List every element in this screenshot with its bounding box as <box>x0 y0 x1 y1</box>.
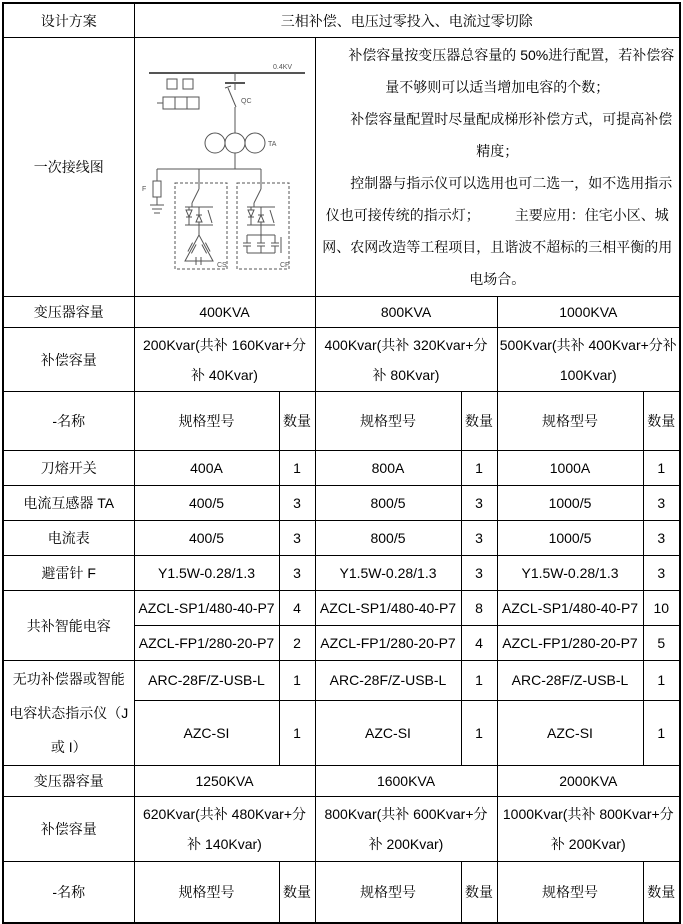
table-row <box>3 521 680 556</box>
spec-cell: AZC-SI <box>315 700 461 765</box>
table-row <box>3 661 680 701</box>
wiring-diagram-label: 一次接线图 <box>3 38 134 297</box>
equipment-name: 无功补偿器或智能电容状态指示仪（J 或 I） <box>3 661 134 766</box>
compensation-capacity-value: 800Kvar(共补 600Kvar+分补 200Kvar) <box>315 797 497 862</box>
transformer-capacity-value: 800KVA <box>315 297 497 328</box>
equipment-name: 避雷针 F <box>3 556 134 591</box>
spec-cell: Y1.5W-0.28/1.3 <box>134 556 279 591</box>
compensation-capacity-value: 400Kvar(共补 320Kvar+分补 80Kvar) <box>315 328 497 392</box>
column-header-row-2 <box>3 862 680 924</box>
transformer-capacity-value: 2000KVA <box>497 766 680 797</box>
qty-cell: 8 <box>461 591 497 626</box>
qty-cell: 3 <box>279 486 315 521</box>
compensation-capacity-row-2 <box>3 797 680 862</box>
spec-cell: 400/5 <box>134 486 279 521</box>
qty-header: 数量 <box>279 862 315 924</box>
compensation-capacity-label: 补偿容量 <box>3 797 134 862</box>
spec-cell: AZCL-SP1/480-40-P7 <box>315 591 461 626</box>
compensation-capacity-value: 500Kvar(共补 400Kvar+分补 100Kvar) <box>497 328 680 392</box>
spec-cell: 800A <box>315 451 461 486</box>
compensation-capacity-value: 1000Kvar(共补 800Kvar+分补 200Kvar) <box>497 797 680 862</box>
equipment-name: 共补智能电容 <box>3 591 134 661</box>
meter-boxes-icon <box>157 79 199 109</box>
table-row <box>3 591 680 626</box>
note-paragraph: 补偿容量配置时尽量配成梯形补偿方式，可提高补偿精度； <box>350 111 673 159</box>
name-header: -名称 <box>3 392 134 451</box>
spec-cell: AZCL-SP1/480-40-P7 <box>134 591 279 626</box>
delta-bank-label: CS <box>216 262 227 269</box>
spec-cell: ARC-28F/Z-USB-L <box>134 661 279 701</box>
spec-cell: 1000/5 <box>497 486 643 521</box>
qty-cell: 3 <box>461 521 497 556</box>
wiring-diagram-row <box>3 38 680 297</box>
arrester-icon <box>150 169 164 213</box>
compensation-spec-table <box>2 2 681 924</box>
column-header-row-1 <box>3 392 680 451</box>
qty-cell: 4 <box>279 591 315 626</box>
diagram-notes <box>315 38 680 297</box>
arrester-label: F <box>141 186 146 193</box>
qty-cell: 3 <box>461 556 497 591</box>
qty-cell: 2 <box>279 626 315 661</box>
equipment-name: 电流表 <box>3 521 134 556</box>
spec-cell: Y1.5W-0.28/1.3 <box>315 556 461 591</box>
qty-cell: 1 <box>461 661 497 701</box>
qty-cell: 1 <box>279 661 315 701</box>
qty-header: 数量 <box>461 862 497 924</box>
transformer-capacity-label: 变压器容量 <box>3 297 134 328</box>
table-row <box>3 556 680 591</box>
spec-cell: AZCL-SP1/480-40-P7 <box>497 591 643 626</box>
transformer-capacity-row-1 <box>3 297 680 328</box>
qty-cell: 1 <box>643 661 680 701</box>
bus-voltage-label: 0.4KV <box>272 64 292 71</box>
qty-cell: 1 <box>643 700 680 765</box>
design-scheme-label: 设计方案 <box>3 3 134 38</box>
transformer-capacity-value: 1000KVA <box>497 297 680 328</box>
spec-header: 规格型号 <box>497 862 643 924</box>
star-bank-label: CF <box>279 262 289 269</box>
spec-header: 规格型号 <box>134 862 279 924</box>
spec-cell: AZCL-FP1/280-20-P7 <box>134 626 279 661</box>
qty-cell: 1 <box>461 700 497 765</box>
qty-header: 数量 <box>643 392 680 451</box>
transformer-capacity-value: 1250KVA <box>134 766 315 797</box>
note-paragraph: 补偿容量按变压器总容量的 50%进行配置，若补偿容量不够则可以适当增加电容的个数； <box>348 47 675 95</box>
spec-header: 规格型号 <box>315 392 461 451</box>
spec-header: 规格型号 <box>497 392 643 451</box>
spec-header: 规格型号 <box>315 862 461 924</box>
table-row <box>3 451 680 486</box>
ct-label: TA <box>267 141 276 148</box>
spec-cell: 1000/5 <box>497 521 643 556</box>
qty-header: 数量 <box>643 862 680 924</box>
spec-cell: AZCL-FP1/280-20-P7 <box>497 626 643 661</box>
equipment-name: 电流互感器 TA <box>3 486 134 521</box>
transformer-capacity-row-2 <box>3 766 680 797</box>
current-transformer-icon <box>205 133 265 153</box>
spec-header: 规格型号 <box>134 392 279 451</box>
spec-cell: AZC-SI <box>497 700 643 765</box>
spec-cell: AZCL-FP1/280-20-P7 <box>315 626 461 661</box>
name-header: -名称 <box>3 862 134 924</box>
compensation-capacity-value: 620Kvar(共补 480Kvar+分补 140Kvar) <box>134 797 315 862</box>
design-scheme-row <box>3 3 680 38</box>
spec-cell: ARC-28F/Z-USB-L <box>497 661 643 701</box>
transformer-capacity-value: 400KVA <box>134 297 315 328</box>
phase-capacitor-bank-icon <box>237 183 289 269</box>
spec-cell: AZC-SI <box>134 700 279 765</box>
spec-cell: 400A <box>134 451 279 486</box>
compensation-capacity-label: 补偿容量 <box>3 328 134 392</box>
design-scheme-value: 三相补偿、电压过零投入、电流过零切除 <box>134 3 680 38</box>
qty-cell: 3 <box>461 486 497 521</box>
note-paragraph: 控制器与指示仪可以选用也可二选一，如不选用指示仪也可接传统的指示灯； 主要应用：住宅小区、城网、农网改造等工程项目，且谐波不超标的三相平衡的用电场合。 <box>322 175 673 287</box>
spec-cell: 400/5 <box>134 521 279 556</box>
qty-cell: 1 <box>461 451 497 486</box>
one-line-diagram-icon <box>137 57 315 277</box>
qty-cell: 3 <box>279 556 315 591</box>
equipment-name: 刀熔开关 <box>3 451 134 486</box>
transformer-capacity-label: 变压器容量 <box>3 766 134 797</box>
qty-cell: 3 <box>643 486 680 521</box>
qty-cell: 1 <box>279 451 315 486</box>
compensation-capacity-value: 200Kvar(共补 160Kvar+分补 40Kvar) <box>134 328 315 392</box>
qty-cell: 3 <box>643 556 680 591</box>
transformer-capacity-value: 1600KVA <box>315 766 497 797</box>
qty-header: 数量 <box>461 392 497 451</box>
qty-cell: 1 <box>279 700 315 765</box>
switch-label: QC <box>240 98 251 105</box>
spec-cell: ARC-28F/Z-USB-L <box>315 661 461 701</box>
wiring-diagram-cell <box>134 38 315 297</box>
qty-cell: 5 <box>643 626 680 661</box>
delta-capacitor-bank-icon <box>175 183 227 269</box>
qty-cell: 4 <box>461 626 497 661</box>
spec-cell: 800/5 <box>315 486 461 521</box>
qty-cell: 3 <box>279 521 315 556</box>
qty-cell: 3 <box>643 521 680 556</box>
compensation-capacity-row-1 <box>3 328 680 392</box>
qty-header: 数量 <box>279 392 315 451</box>
spec-cell: Y1.5W-0.28/1.3 <box>497 556 643 591</box>
spec-cell: 1000A <box>497 451 643 486</box>
qty-cell: 1 <box>643 451 680 486</box>
spec-cell: 800/5 <box>315 521 461 556</box>
qty-cell: 10 <box>643 591 680 626</box>
table-row <box>3 486 680 521</box>
